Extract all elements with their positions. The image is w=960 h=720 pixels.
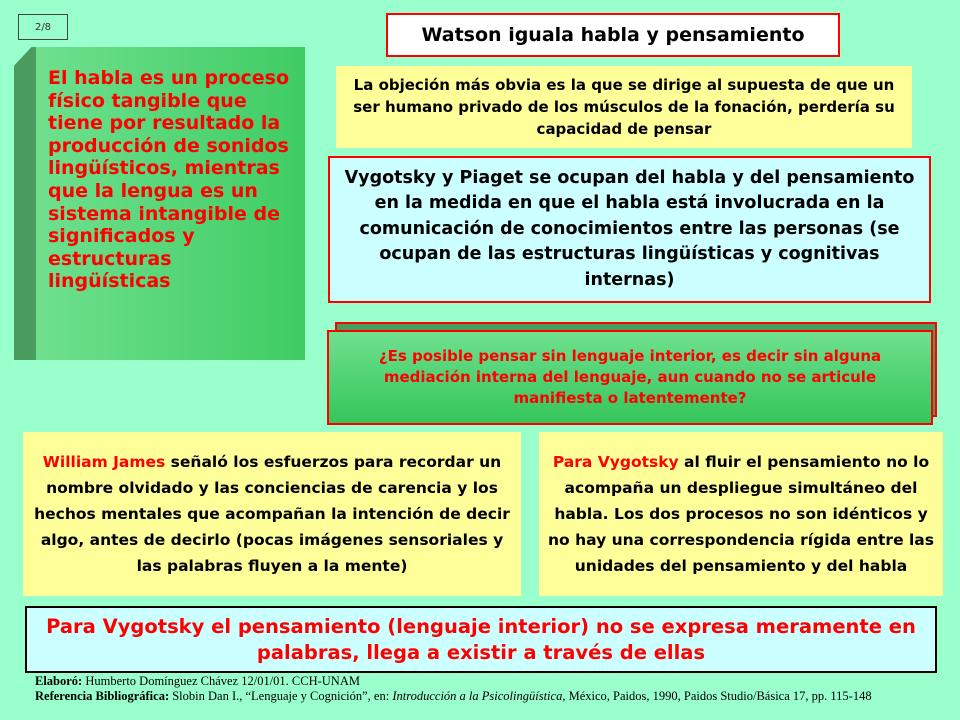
question-text: ¿Es posible pensar sin lenguaje interior, es decir sin alguna mediación interna del lenguaje, aun cuando no se articule manifiesta o latentemente? [327,330,933,425]
page-number: 2/8 [18,14,68,40]
footer-author-label: Elaboró: [35,674,83,688]
footer-reference-text-1: Slobin Dan I., “Lenguaje y Cognición”, en: [169,689,393,703]
footer-author-line [35,674,945,689]
william-james-name: William James [42,453,166,471]
footer-author-text: Humberto Domínguez Chávez 12/01/01. CCH-UNAM [82,674,360,688]
footer-reference-label: Referencia Bibliográfica: [35,689,170,703]
footer-reference-text-2: , México, Paidos, 1990, Paidos Studio/Básica 17, pp. 115-148 [562,689,872,703]
vygotsky-piaget-note: Vygotsky y Piaget se ocupan del habla y del pensamiento en la medida en que el habla está involucrada en la comunicación de conocimientos entre las personas (se ocupan de las estructuras lingüísticas y cognitivas internas) [328,156,931,303]
footer-reference-line [35,689,945,704]
william-james-note [23,432,521,596]
slide-title: Watson iguala habla y pensamiento [386,13,840,57]
speech-definition-panel [14,47,305,360]
conclusion-note: Para Vygotsky el pensamiento (lenguaje interior) no se expresa meramente en palabras, llega a existir a través de ellas [25,606,937,673]
footer [35,674,945,704]
william-james-paragraph [29,449,515,579]
objection-note: La objeción más obvia es la que se dirige al supuesta de que un ser humano privado de los músculos de la fonación, perdería su capacidad de pensar [336,66,912,148]
vygotsky-fluir-text: al fluir el pensamiento no lo acompaña un despliegue simultáneo del habla. Los dos procesos no son idénticos y no hay una correspondencia rígida entre las unidades del pensamiento y del habla [548,453,934,575]
vygotsky-fluir-name: Para Vygotsky [552,453,679,471]
william-james-text: señaló los esfuerzos para recordar un nombre olvidado y las conciencias de carencia y los hechos mentales que acompañan la intención de decir algo, antes de decirlo (pocas imágenes sensoriales y las palabras fluyen a la mente) [34,453,510,575]
question-callout [327,322,944,425]
footer-reference-title: Introducción a la Psicolingüística [392,689,563,703]
speech-definition-text: El habla es un proceso físico tangible que tiene por resultado la producción de sonidos lingüísticos, mientras que la lengua es un sistema intangible de significados y estructuras lingüísticas [36,47,305,360]
vygotsky-fluir-paragraph [545,449,937,579]
vygotsky-fluir-note [539,432,943,596]
